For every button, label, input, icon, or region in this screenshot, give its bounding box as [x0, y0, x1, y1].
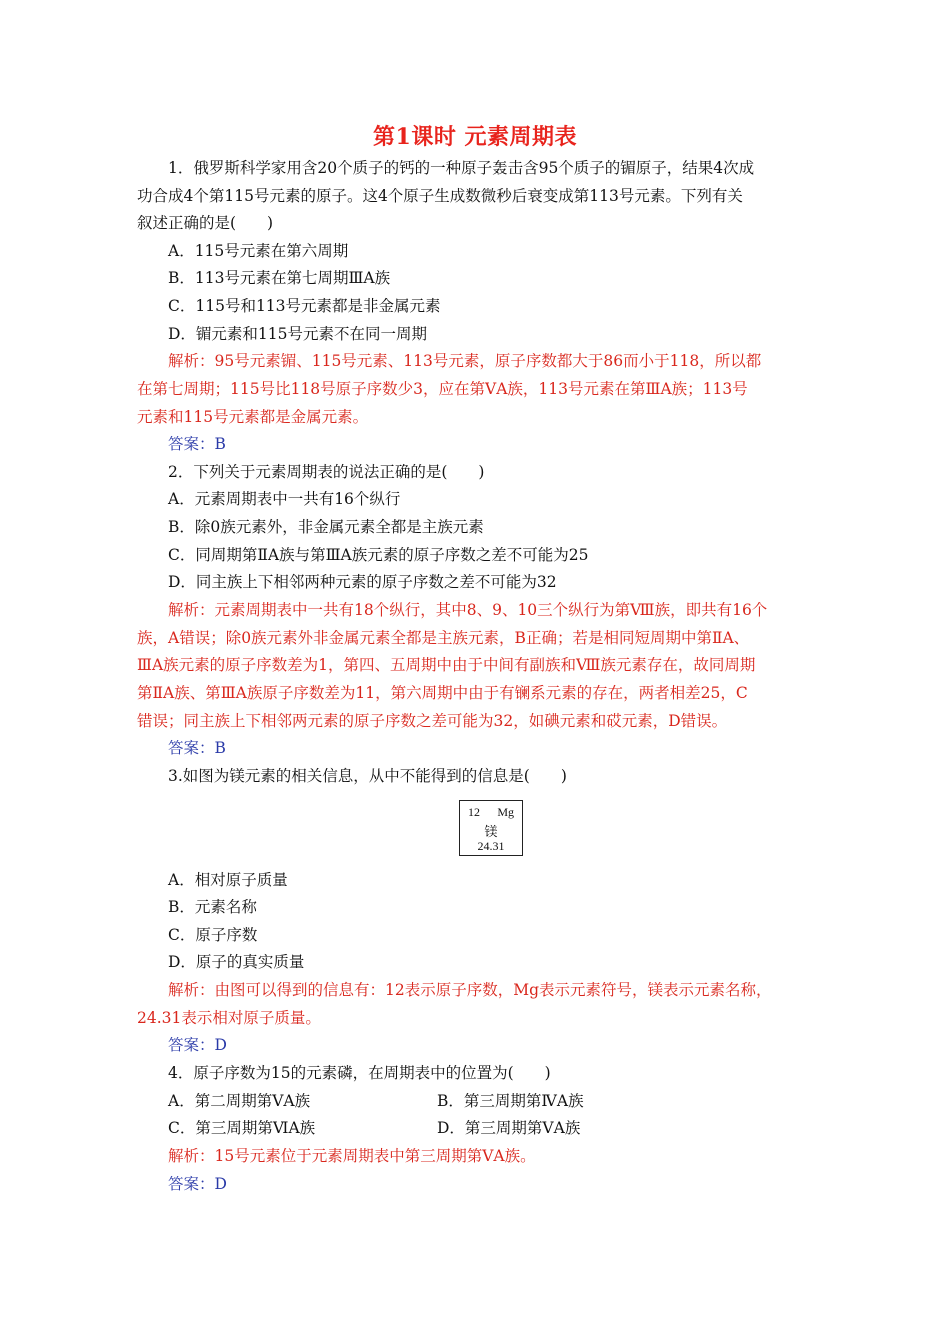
- q1-analysis-line: 在第七周期；115号比118号原子序数少3，应在第ⅤA族，113号元素在第ⅢA族；113号: [137, 380, 748, 398]
- q4-analysis-line: 解析：15号元素位于元素周期表中第三周期第ⅤA族。: [168, 1147, 536, 1165]
- element-symbol: Mg: [497, 805, 514, 819]
- q2-stem-line: 2．下列关于元素周期表的说法正确的是( ): [168, 463, 485, 481]
- q4-option-d: D．第三周期第ⅤA族: [437, 1119, 581, 1137]
- q3-stem-line: 3.如图为镁元素的相关信息，从中不能得到的信息是( ): [168, 767, 567, 785]
- q3-option-d: D．原子的真实质量: [168, 953, 305, 971]
- q3-option-c: C．原子序数: [168, 926, 258, 944]
- q1-analysis-line: 解析：95号元素镅、115号元素、113号元素，原子序数都大于86而小于118，所以都: [168, 352, 762, 370]
- q1-stem-line: 叙述正确的是( ): [137, 214, 274, 232]
- q2-analysis-line: 第ⅡA族、第ⅢA族原子序数差为11，第六周期中由于有镧系元素的存在，两者相差25，C: [137, 684, 748, 702]
- q3-option-a: A．相对原子质量: [168, 871, 288, 889]
- q4-option-c: C．第三周期第ⅥA族: [168, 1119, 316, 1137]
- q3-option-b: B．元素名称: [168, 898, 257, 916]
- q3-answer: 答案：D: [168, 1036, 227, 1054]
- q3-analysis-line: 解析：由图可以得到的信息有：12表示原子序数，Mg表示元素符号，镁表示元素名称，: [168, 981, 772, 999]
- q2-analysis-line: 族，A错误；除0族元素外非金属元素全都是主族元素，B正确；若是相同短周期中第ⅡA、: [137, 629, 750, 647]
- q1-option-d: D．镅元素和115号元素不在同一周期: [168, 325, 428, 343]
- atomic-number: 12: [468, 805, 480, 819]
- magnesium-element-card: [459, 800, 523, 856]
- q4-option-a: A．第二周期第ⅤA族: [168, 1092, 311, 1110]
- q2-option-d: D．同主族上下相邻两种元素的原子序数之差不可能为32: [168, 573, 557, 591]
- q4-options-row: [168, 1091, 858, 1111]
- q1-stem-line: 功合成4个第115号元素的原子。这4个原子生成数微秒后衰变成第113号元素。下列有关: [137, 187, 743, 205]
- q4-options-row: [168, 1118, 858, 1138]
- q4-stem-line: 4．原子序数为15的元素磷，在周期表中的位置为( ): [168, 1064, 551, 1082]
- element-name: 镁: [484, 824, 498, 839]
- q2-option-c: C．同周期第ⅡA族与第ⅢA族元素的原子序数之差不可能为25: [168, 546, 589, 564]
- q1-option-b: B．113号元素在第七周期ⅢA族: [168, 269, 391, 287]
- q1-analysis-line: 元素和115号元素都是金属元素。: [137, 408, 369, 426]
- q1-stem-line: 1．俄罗斯科学家用含20个质子的钙的一种原子轰击含95个质子的镅原子，结果4次成: [168, 159, 755, 177]
- q1-answer: 答案：B: [168, 435, 226, 453]
- q2-analysis-line: 解析：元素周期表中一共有18个纵行，其中8、9、10三个纵行为第Ⅷ族，即共有16个: [168, 601, 768, 619]
- q3-analysis-line: 24.31表示相对原子质量。: [137, 1009, 321, 1027]
- q1-option-a: A．115号元素在第六周期: [168, 242, 349, 260]
- q1-option-c: C．115号和113号元素都是非金属元素: [168, 297, 441, 315]
- q2-option-b: B．除0族元素外，非金属元素全都是主族元素: [168, 518, 484, 536]
- q2-option-a: A．元素周期表中一共有16个纵行: [168, 490, 401, 508]
- q4-option-b: B．第三周期第ⅣA族: [437, 1092, 584, 1110]
- q2-analysis-line: 错误；同主族上下相邻两元素的原子序数之差可能为32，如碘元素和砹元素，D错误。: [137, 712, 728, 730]
- page-title: 第1课时 元素周期表: [373, 124, 577, 150]
- atomic-mass: 24.31: [477, 839, 505, 853]
- q4-answer: 答案：D: [168, 1175, 227, 1193]
- q2-answer: 答案：B: [168, 739, 226, 757]
- q2-analysis-line: ⅢA族元素的原子序数差为1，第四、五周期中由于中间有副族和Ⅷ族元素存在，故同周期: [137, 656, 756, 674]
